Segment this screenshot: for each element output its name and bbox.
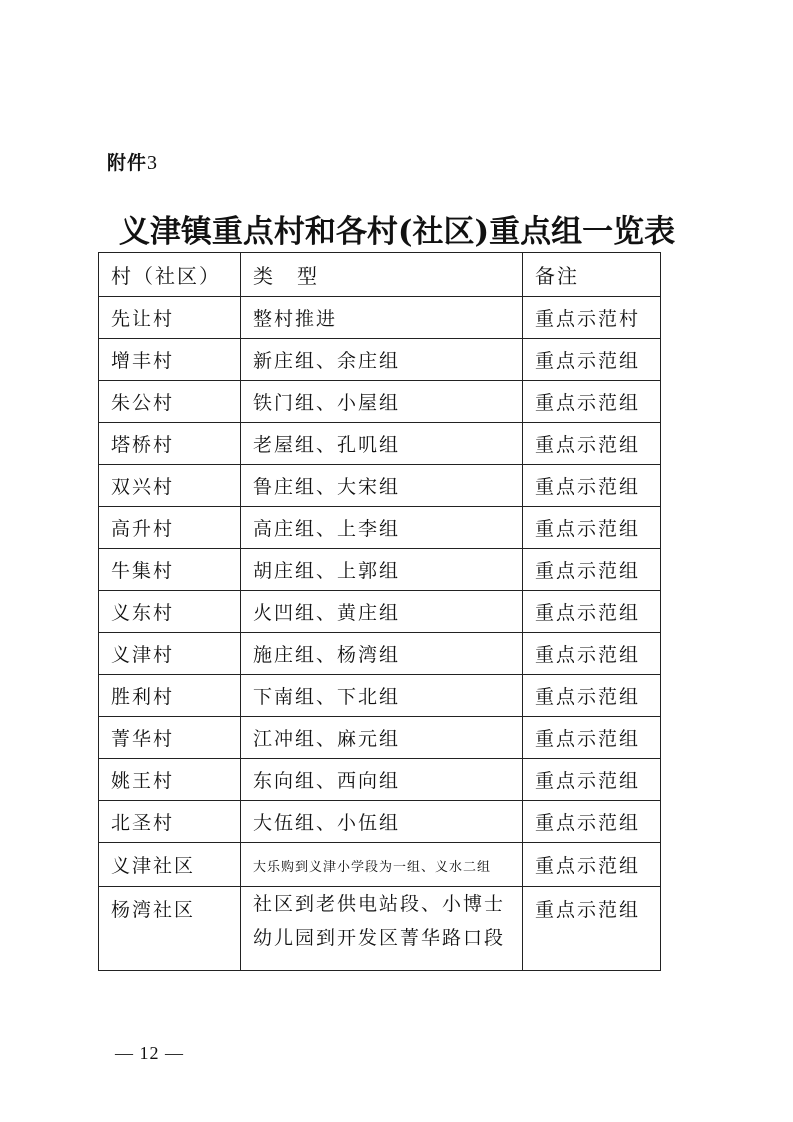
cell-type: 胡庄组、上郭组 — [241, 549, 523, 591]
cell-village: 杨湾社区 — [99, 887, 241, 971]
cell-remark: 重点示范组 — [523, 591, 661, 633]
cell-type: 施庄组、杨湾组 — [241, 633, 523, 675]
header-remark: 备注 — [523, 253, 661, 297]
table-row — [99, 297, 661, 339]
cell-remark: 重点示范组 — [523, 423, 661, 465]
cell-village: 双兴村 — [99, 465, 241, 507]
cell-village: 朱公村 — [99, 381, 241, 423]
cell-remark: 重点示范组 — [523, 633, 661, 675]
cell-village: 菁华村 — [99, 717, 241, 759]
table-row — [99, 801, 661, 843]
cell-village: 先让村 — [99, 297, 241, 339]
village-key-groups-table — [98, 252, 661, 971]
table-row — [99, 633, 661, 675]
table-row — [99, 507, 661, 549]
header-type: 类 型 — [241, 253, 523, 297]
attachment-label — [107, 150, 158, 176]
table-row — [99, 465, 661, 507]
table-row — [99, 591, 661, 633]
header-village: 村（社区） — [99, 253, 241, 297]
table-header-row — [99, 253, 661, 297]
cell-village: 义津村 — [99, 633, 241, 675]
table-row — [99, 549, 661, 591]
cell-village: 胜利村 — [99, 675, 241, 717]
cell-village: 高升村 — [99, 507, 241, 549]
cell-village: 增丰村 — [99, 339, 241, 381]
cell-remark: 重点示范组 — [523, 759, 661, 801]
table-row — [99, 381, 661, 423]
cell-remark: 重点示范组 — [523, 675, 661, 717]
cell-type: 火凹组、黄庄组 — [241, 591, 523, 633]
cell-village: 姚王村 — [99, 759, 241, 801]
table-row — [99, 887, 661, 971]
cell-remark: 重点示范组 — [523, 381, 661, 423]
cell-type: 整村推进 — [241, 297, 523, 339]
cell-type: 东向组、西向组 — [241, 759, 523, 801]
cell-remark: 重点示范村 — [523, 297, 661, 339]
cell-remark: 重点示范组 — [523, 507, 661, 549]
cell-remark: 重点示范组 — [523, 549, 661, 591]
cell-remark: 重点示范组 — [523, 801, 661, 843]
cell-type: 老屋组、孔叽组 — [241, 423, 523, 465]
cell-remark: 重点示范组 — [523, 887, 661, 971]
attachment-label-text: 附件 — [107, 152, 148, 174]
cell-type: 鲁庄组、大宋组 — [241, 465, 523, 507]
attachment-number: 3 — [147, 152, 159, 174]
cell-type: 新庄组、余庄组 — [241, 339, 523, 381]
cell-remark: 重点示范组 — [523, 339, 661, 381]
cell-village: 义津社区 — [99, 843, 241, 887]
cell-village: 牛集村 — [99, 549, 241, 591]
document-title: 义津镇重点村和各村(社区)重点组一览表 — [118, 214, 676, 250]
cell-remark: 重点示范组 — [523, 843, 661, 887]
cell-type: 下南组、下北组 — [241, 675, 523, 717]
table-row — [99, 843, 661, 887]
table-row — [99, 423, 661, 465]
cell-village: 北圣村 — [99, 801, 241, 843]
cell-remark: 重点示范组 — [523, 465, 661, 507]
page-number: — 12 — — [115, 1043, 184, 1063]
cell-village: 义东村 — [99, 591, 241, 633]
cell-type: 大伍组、小伍组 — [241, 801, 523, 843]
table-row — [99, 717, 661, 759]
cell-type: 铁门组、小屋组 — [241, 381, 523, 423]
cell-type: 江冲组、麻元组 — [241, 717, 523, 759]
table-row — [99, 339, 661, 381]
table-row — [99, 759, 661, 801]
cell-remark: 重点示范组 — [523, 717, 661, 759]
cell-type: 社区到老供电站段、小博士幼儿园到开发区菁华路口段 — [241, 887, 523, 971]
cell-type: 大乐购到义津小学段为一组、义水二组 — [241, 843, 523, 887]
cell-village: 塔桥村 — [99, 423, 241, 465]
table-row — [99, 675, 661, 717]
cell-type: 高庄组、上李组 — [241, 507, 523, 549]
